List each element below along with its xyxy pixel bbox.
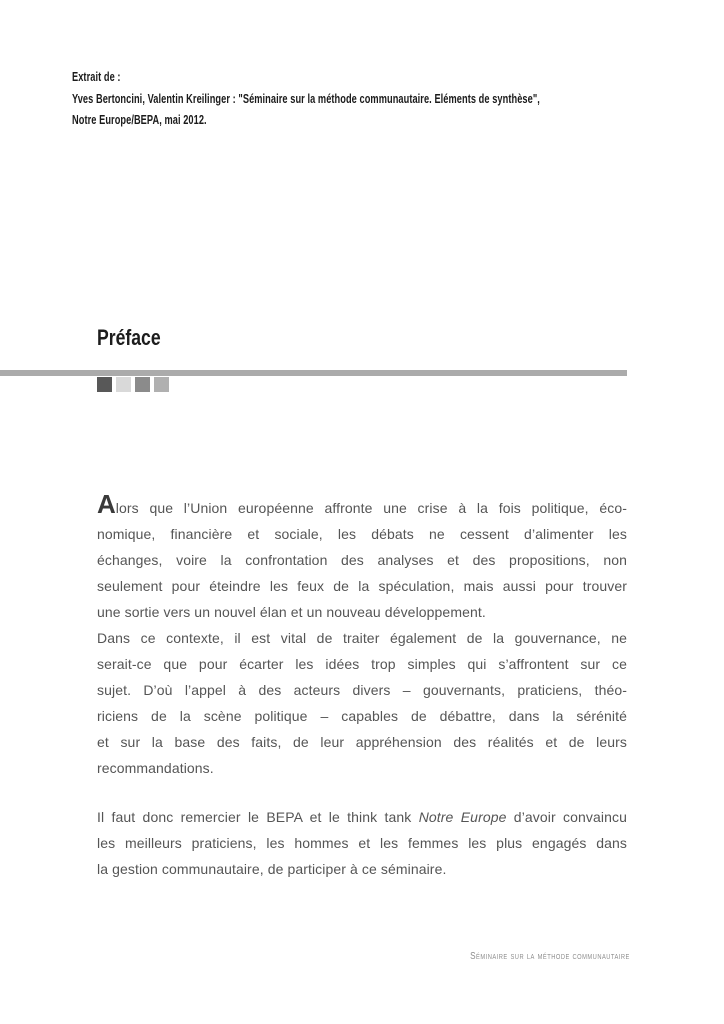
text-line [97, 856, 627, 882]
text-line [97, 489, 627, 521]
body-paragraph [97, 489, 627, 625]
text-segment: les meilleurs praticiens, les hommes et les femmes les plus engagés dans [97, 835, 627, 851]
divider-square [154, 377, 169, 392]
text-line [97, 755, 627, 781]
text-segment: riciens de la scène politique – capables de débattre, dans la sérénité [97, 708, 627, 724]
text-line [97, 804, 627, 830]
divider-square [135, 377, 150, 392]
body-paragraph [97, 625, 627, 781]
citation-line: Yves Bertoncini, Valentin Kreilinger : "Séminaire sur la méthode communautaire. Eléments de synthèse", [72, 90, 540, 106]
divider-bar [0, 370, 627, 376]
text-segment: et sur la base des faits, de leur appréhension des réalités et de leurs [97, 734, 627, 750]
page-title: Préface [97, 325, 161, 350]
body-text [97, 489, 627, 882]
running-footer: Séminaire sur la méthode communautaire [470, 951, 630, 962]
body-paragraph [97, 804, 627, 882]
text-segment: nomique, financière et sociale, les débats ne cessent d’alimenter les [97, 526, 627, 542]
citation-line: Extrait de : [72, 69, 121, 84]
text-line [97, 729, 627, 755]
text-segment: d’avoir convaincu [506, 809, 627, 825]
text-line [97, 573, 627, 599]
text-segment: une sortie vers un nouvel élan et un nouveau développement. [97, 604, 486, 620]
text-line [97, 599, 627, 625]
text-line [97, 830, 627, 856]
citation-line: Notre Europe/BEPA, mai 2012. [72, 112, 207, 127]
text-line [97, 521, 627, 547]
divider-square [116, 377, 131, 392]
divider-squares [97, 377, 169, 392]
citation-header [72, 66, 540, 131]
italic-phrase: Notre Europe [418, 809, 507, 825]
text-segment: Dans ce contexte, il est vital de traiter également de la gouvernance, ne [97, 630, 627, 646]
drop-cap: A [97, 489, 116, 519]
text-line [97, 625, 627, 651]
text-segment: seulement pour éteindre les feux de la spéculation, mais aussi pour trouver [97, 578, 627, 594]
text-segment: lors que l’Union européenne affronte une crise à la fois politique, éco- [115, 500, 627, 516]
text-line [97, 703, 627, 729]
text-line [97, 677, 627, 703]
text-segment: recommandations. [97, 760, 214, 776]
text-segment: échanges, voire la confrontation des analyses et des propositions, non [97, 552, 627, 568]
text-line [97, 651, 627, 677]
divider-square [97, 377, 112, 392]
text-segment: Il faut donc remercier le BEPA et le think tank [97, 809, 419, 825]
text-line [97, 547, 627, 573]
text-segment: sujet. D’où l’appel à des acteurs divers – gouvernants, praticiens, théo- [97, 682, 627, 698]
text-segment: la gestion communautaire, de participer à ce séminaire. [97, 861, 447, 877]
text-segment: serait-ce que pour écarter les idées trop simples qui s’affrontent sur ce [97, 656, 627, 672]
